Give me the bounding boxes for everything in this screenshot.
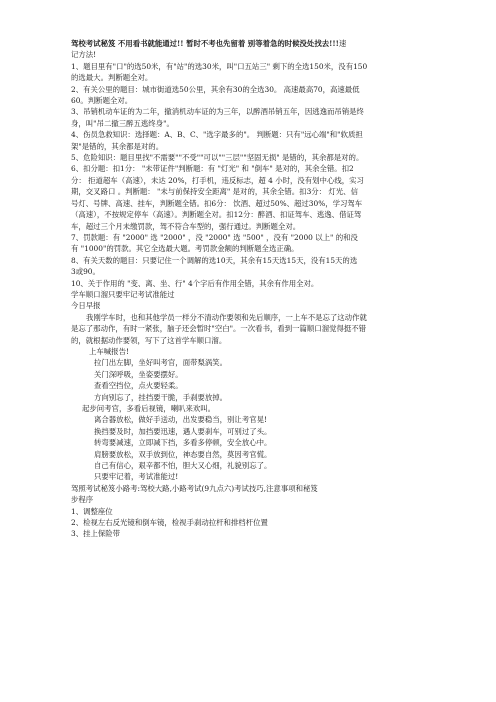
intro-paragraph-line: 的，就根据动作要领，写下了这首学车顺口溜。 <box>71 335 227 345</box>
poem-line: 查看空挡位，点火要轻柔。 <box>94 381 183 391</box>
poem-line: 换挡要及时，加挡要迅速，遇人要刹车，可别过了头。 <box>94 426 272 436</box>
source-label: 今日早报 <box>71 301 101 311</box>
rule-line: 2、有关公里的题目：城市街道选50公里，其余有30的全选30。 高速最高70，高速最低 <box>71 84 360 94</box>
rule-line: 分： 拒道超车（高速），未达 20%，打手机，违反标志，超 4 小时，没有划中心线，实习 <box>71 175 364 185</box>
rule-line: 60。判断题全对。 <box>71 96 133 106</box>
jingle-section <box>71 289 431 483</box>
rule-line: （高速），不按规定停车（高速）。判断题全对。扣12分：醉酒、扣证驾车、逃逸、借证驾 <box>71 210 362 220</box>
poem-line: 离合器放松，做好手送动，出发要稳当，别让考官晃! <box>94 415 267 425</box>
rule-line: 车，超过三个月未缴罚款，驾不符合车型的，强行通过。判断题全对。 <box>71 221 301 231</box>
rule-line: 4、伤员急救知识：选择题：A、B、C、"选字最多的"。 判断题：只有"远心端"和"软质担 <box>71 130 363 140</box>
intro-paragraph-line: 我刚学车时，也和其他学员一样分不清动作要领和先后顺序，一上车不是忘了这动作就 <box>86 312 367 322</box>
document-title <box>71 38 431 49</box>
rule-line: 8、有关天数的题目：只要记住一个调解的选10天，其余有15天选15天，没有15天的选 <box>71 255 358 265</box>
rule-line: 5、危险知识：题目里找"不需要""不受""可以""三层""坚固无损" 是错的，其余都是对的。 <box>71 153 364 163</box>
title-bold-text: 驾校考试秘笈 不用看书就能通过!! 暂时不考也先留着 别等着急的时候没处找去!!! <box>71 39 339 48</box>
road-test-section <box>71 483 431 540</box>
document-page <box>71 38 431 540</box>
poem-line: 只要牢记着，考试准能过! <box>94 472 179 482</box>
rule-line: 身，叫"吊二撤三醉五逃终身"。 <box>71 118 174 128</box>
title-line-2: 记方法! <box>71 50 97 60</box>
intro-paragraph-line: 是忘了那动作，有时一紧张，脑子还会暂时"空白"。一次看书，看到一篇顺口溜觉得挺不错 <box>71 324 367 334</box>
rules-list <box>71 61 431 289</box>
rule-line: 3或90。 <box>71 267 100 277</box>
rule-line: 号灯、号牌、高速、挂车，判断题全错。扣6分： 饮酒、超过50%、超过30%，学习驾车 <box>71 198 363 208</box>
rule-line: 期，交叉路口 。判断题： "未与前保持安全距离" 是对的，其余全错。扣3分： 灯光、信 <box>71 187 358 197</box>
step-item: 1、调整座位 <box>71 506 113 516</box>
rule-line: 架"是错的，其余都是对的。 <box>71 141 164 151</box>
section-heading: 驾照考试秘笈小路考:驾校大路,小路考试(9九点六)考试技巧,注意事项和秘笈 <box>71 483 318 493</box>
step-item: 3、挂上保险带 <box>71 529 121 539</box>
step-item: 2、检视左右反光镜和倒车镜，检视手刹动拉杆和排档杆位置 <box>71 518 268 528</box>
poem-line: 拉门出左脚，坐好叫考官，面带梨涡笑。 <box>94 358 228 368</box>
section-heading: 学车顺口溜只要牢记考试准能过 <box>71 289 175 299</box>
poem-line: 自己有信心，艰辛都不怕，胆大又心细，礼貌别忘了。 <box>94 461 272 471</box>
poem-line: 转弯要减速，立即减下挡，多看多停顿，安全放心中。 <box>94 438 272 448</box>
rule-line: 3、吊销机动车证的为二年，撤消机动车证的为三年，以醉酒吊销五年，因逃逸而吊销是终 <box>71 107 364 117</box>
rule-line: 6、扣分题：扣1分： "未带证件"判断题：有 "灯光" 和 "倒车" 是对的，其余全错。扣2 <box>71 164 354 174</box>
rule-line: 10、关于作用的 "变、离、坐、行" 4个字后有作用全错，其余有作用全对。 <box>71 278 319 288</box>
rule-line: 7、罚款题：有 "2000" 选 "2000" ，没 "2000" 选 "500" ，没有 "2000 以上" 的和没 <box>71 232 358 242</box>
rule-line: 有 "1000"的罚款。其它全选最大题。考罚款金额的判断题全选正确。 <box>71 244 299 254</box>
rule-line: 的选最大。判断题全对。 <box>71 73 153 83</box>
section-subheading: 步程序 <box>71 495 94 505</box>
rule-line: 1、题目里有"口"的选50米，有"站"的选30米，叫"口五站三" 剩下的全选150米，没有150 <box>71 61 368 71</box>
poem-line: 方向别忘了，挂挡要干脆，手刹要放掉。 <box>94 392 228 402</box>
poem-line: 关门深呼吸，坐姿要摆好。 <box>94 369 183 379</box>
poem-line: 肩膀要放松，双手放到位，神态要自然，莫因考官慌。 <box>94 449 272 459</box>
poem-heading: 上车喊报告! <box>89 346 129 356</box>
poem-line: 起步问考官，多看后视镜，喇叭来欢叫。 <box>82 404 216 413</box>
title-tail-text: 速 <box>338 39 347 48</box>
